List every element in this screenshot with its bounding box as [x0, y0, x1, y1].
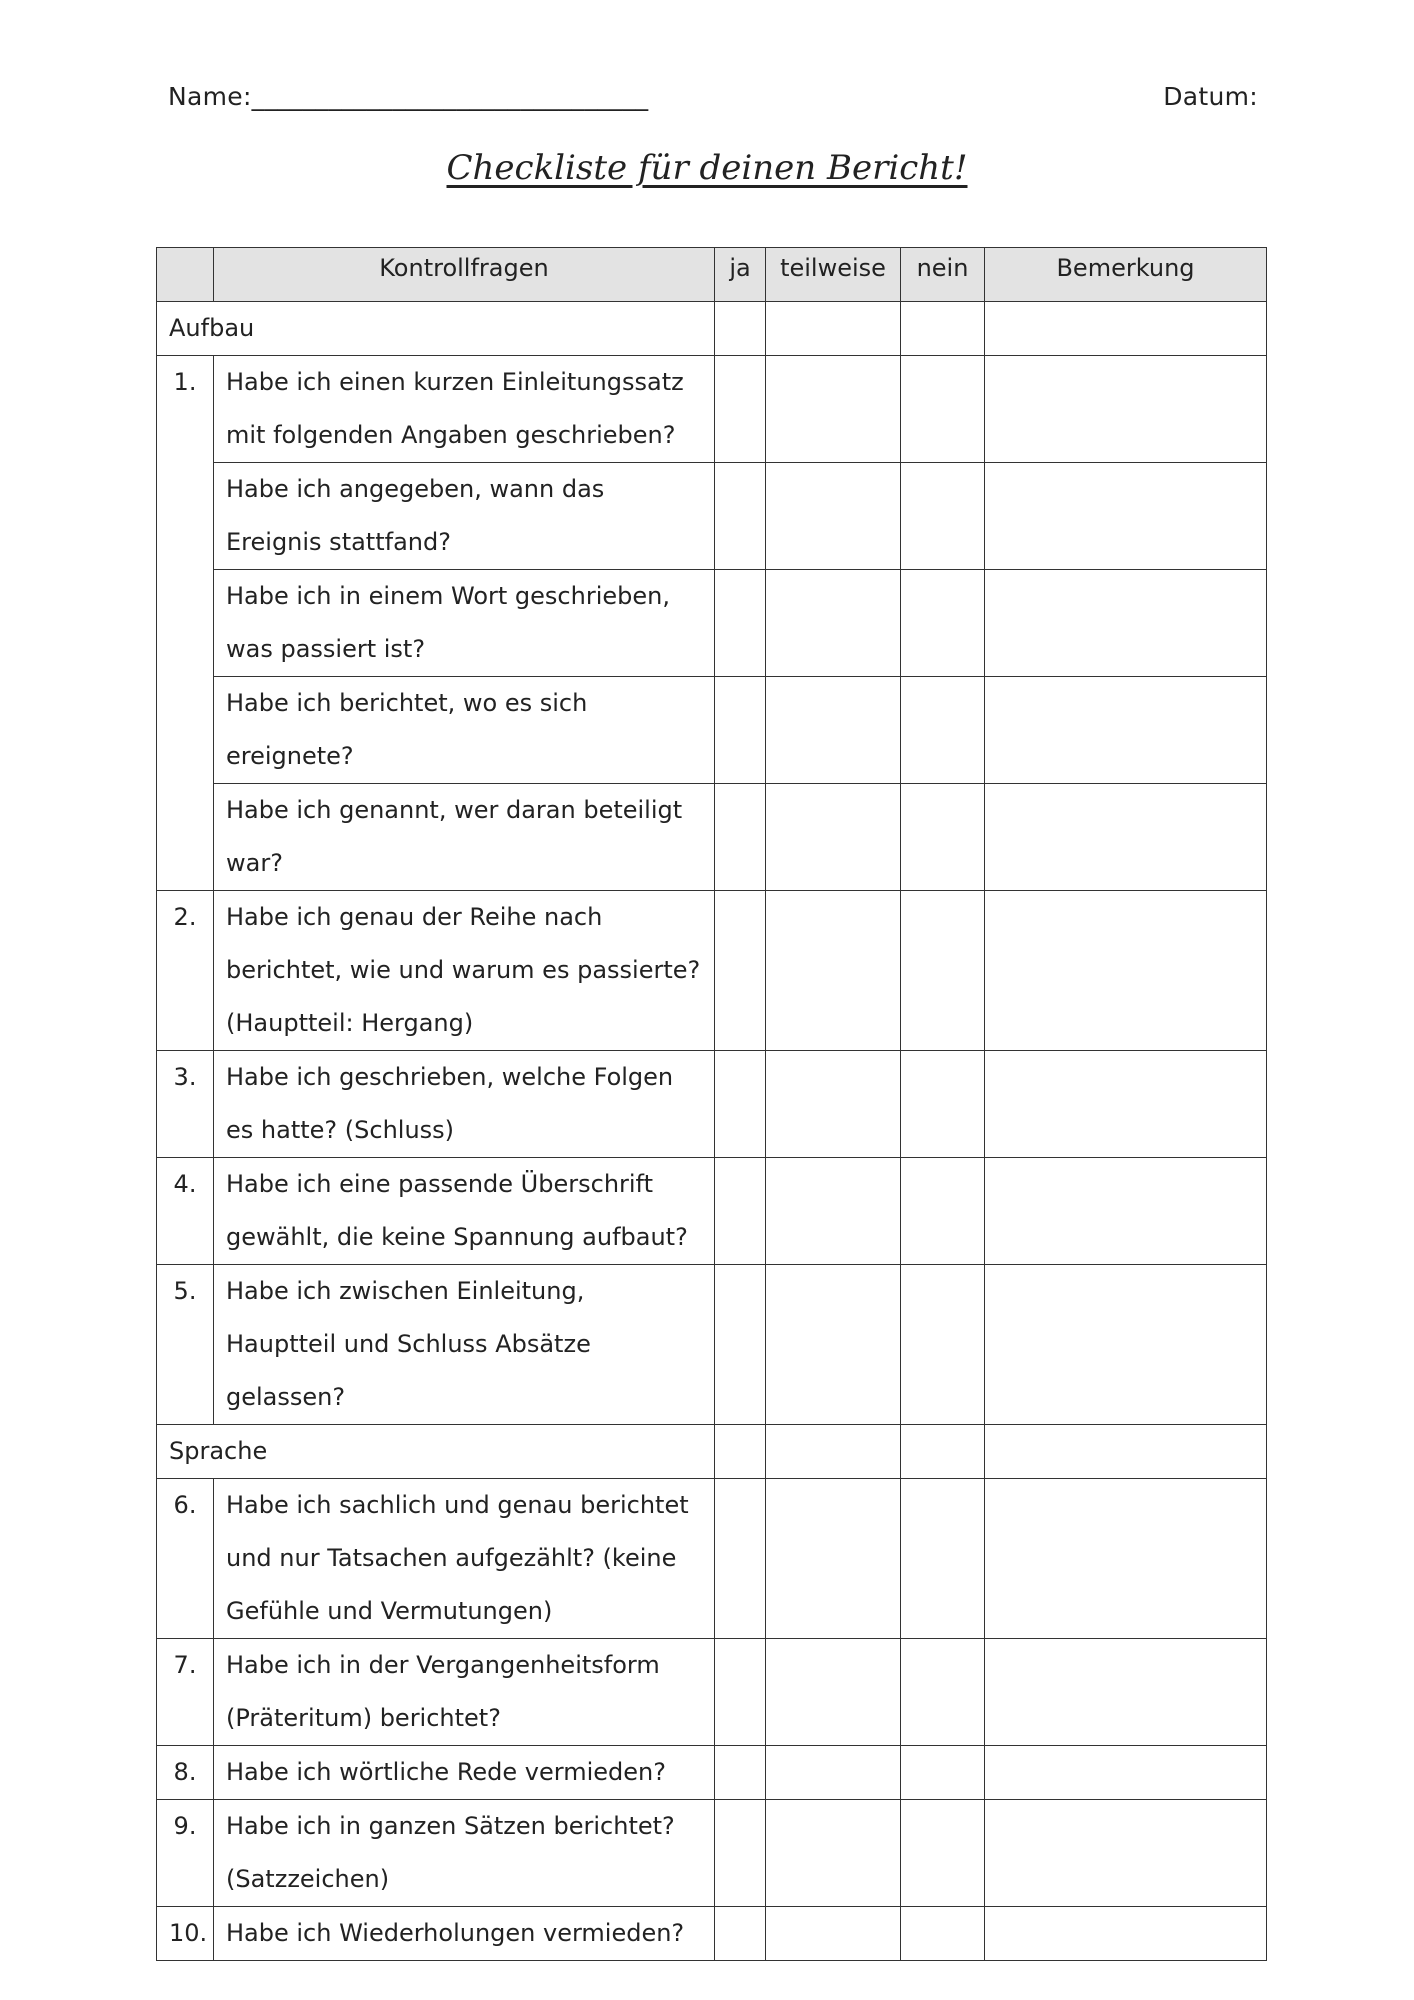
date-field-label: Datum:: [1163, 82, 1258, 111]
cell-yes[interactable]: [715, 570, 766, 677]
cell-no[interactable]: [901, 570, 985, 677]
cell-yes[interactable]: [715, 356, 766, 463]
cell-remark[interactable]: [985, 463, 1267, 570]
cell-no[interactable]: [901, 302, 985, 356]
cell-remark[interactable]: [985, 1907, 1267, 1961]
cell-partly[interactable]: [766, 784, 901, 891]
cell-yes[interactable]: [715, 891, 766, 1051]
cell-remark[interactable]: [985, 1746, 1267, 1800]
question-text: Habe ich zwischen Einleitung, Hauptteil und Schluss Absätze gelassen?: [214, 1265, 715, 1425]
cell-partly[interactable]: [766, 463, 901, 570]
cell-yes[interactable]: [715, 1479, 766, 1639]
cell-yes[interactable]: [715, 1639, 766, 1746]
cell-partly[interactable]: [766, 1800, 901, 1907]
table-row: [157, 1158, 1267, 1265]
section-label: Aufbau: [157, 302, 715, 356]
cell-no[interactable]: [901, 677, 985, 784]
column-header-partly: teilweise: [766, 248, 901, 302]
row-number: 4.: [157, 1158, 214, 1265]
section-label: Sprache: [157, 1425, 715, 1479]
row-number: 1.: [157, 356, 214, 891]
cell-remark[interactable]: [985, 570, 1267, 677]
cell-yes[interactable]: [715, 1051, 766, 1158]
question-text: Habe ich genannt, wer daran beteiligt war?: [214, 784, 715, 891]
checklist-table: [156, 247, 1267, 1961]
table-row: [157, 1051, 1267, 1158]
cell-remark[interactable]: [985, 1479, 1267, 1639]
table-row: [157, 570, 1267, 677]
table-row: [157, 677, 1267, 784]
column-header-yes: ja: [715, 248, 766, 302]
table-row: [157, 1265, 1267, 1425]
row-number: 5.: [157, 1265, 214, 1425]
table-body: [157, 302, 1267, 1961]
cell-partly[interactable]: [766, 1265, 901, 1425]
cell-partly[interactable]: [766, 1746, 901, 1800]
table-header-row: [157, 248, 1267, 302]
cell-no[interactable]: [901, 1639, 985, 1746]
cell-no[interactable]: [901, 784, 985, 891]
cell-no[interactable]: [901, 891, 985, 1051]
column-header-remark: Bemerkung: [985, 248, 1267, 302]
cell-yes[interactable]: [715, 677, 766, 784]
column-header-no: nein: [901, 248, 985, 302]
row-number: 8.: [157, 1746, 214, 1800]
cell-no[interactable]: [901, 1051, 985, 1158]
cell-remark[interactable]: [985, 1425, 1267, 1479]
section-row: [157, 1425, 1267, 1479]
cell-yes[interactable]: [715, 1158, 766, 1265]
cell-partly[interactable]: [766, 1639, 901, 1746]
cell-remark[interactable]: [985, 1800, 1267, 1907]
cell-partly[interactable]: [766, 302, 901, 356]
cell-yes[interactable]: [715, 1746, 766, 1800]
cell-remark[interactable]: [985, 677, 1267, 784]
cell-partly[interactable]: [766, 891, 901, 1051]
cell-yes[interactable]: [715, 1265, 766, 1425]
cell-remark[interactable]: [985, 1158, 1267, 1265]
question-text: Habe ich wörtliche Rede vermieden?: [214, 1746, 715, 1800]
row-number: 10.: [157, 1907, 214, 1961]
cell-yes[interactable]: [715, 784, 766, 891]
row-number: 3.: [157, 1051, 214, 1158]
table-row: [157, 356, 1267, 463]
cell-remark[interactable]: [985, 356, 1267, 463]
question-text: Habe ich in einem Wort geschrieben, was passiert ist?: [214, 570, 715, 677]
cell-remark[interactable]: [985, 891, 1267, 1051]
cell-partly[interactable]: [766, 570, 901, 677]
question-text: Habe ich geschrieben, welche Folgen es hatte? (Schluss): [214, 1051, 715, 1158]
question-text: Habe ich in der Vergangenheitsform (Präteritum) berichtet?: [214, 1639, 715, 1746]
name-field-label: Name:_______________________________: [168, 82, 649, 111]
row-number: 9.: [157, 1800, 214, 1907]
cell-no[interactable]: [901, 463, 985, 570]
cell-remark[interactable]: [985, 784, 1267, 891]
cell-remark[interactable]: [985, 302, 1267, 356]
table-row: [157, 463, 1267, 570]
cell-remark[interactable]: [985, 1051, 1267, 1158]
question-text: Habe ich in ganzen Sätzen berichtet? (Satzzeichen): [214, 1800, 715, 1907]
cell-partly[interactable]: [766, 1425, 901, 1479]
column-header-number: [157, 248, 214, 302]
cell-partly[interactable]: [766, 1051, 901, 1158]
cell-no[interactable]: [901, 1479, 985, 1639]
cell-no[interactable]: [901, 1265, 985, 1425]
question-text: Habe ich eine passende Überschrift gewählt, die keine Spannung aufbaut?: [214, 1158, 715, 1265]
cell-no[interactable]: [901, 1746, 985, 1800]
table-row: [157, 1639, 1267, 1746]
cell-yes[interactable]: [715, 1425, 766, 1479]
cell-yes[interactable]: [715, 302, 766, 356]
table-row: [157, 1800, 1267, 1907]
cell-partly[interactable]: [766, 677, 901, 784]
question-text: Habe ich angegeben, wann das Ereignis stattfand?: [214, 463, 715, 570]
question-text: Habe ich einen kurzen Einleitungssatz mit folgenden Angaben geschrieben?: [214, 356, 715, 463]
question-text: Habe ich Wiederholungen vermieden?: [214, 1907, 715, 1961]
cell-yes[interactable]: [715, 1907, 766, 1961]
cell-partly[interactable]: [766, 1158, 901, 1265]
cell-no[interactable]: [901, 1907, 985, 1961]
table-row: [157, 1479, 1267, 1639]
cell-remark[interactable]: [985, 1639, 1267, 1746]
table-row: [157, 1907, 1267, 1961]
column-header-questions: Kontrollfragen: [214, 248, 715, 302]
cell-no[interactable]: [901, 1800, 985, 1907]
cell-partly[interactable]: [766, 356, 901, 463]
question-text: Habe ich sachlich und genau berichtet und nur Tatsachen aufgezählt? (keine Gefühle und Vermutungen): [214, 1479, 715, 1639]
table-row: [157, 891, 1267, 1051]
section-row: [157, 302, 1267, 356]
row-number: 6.: [157, 1479, 214, 1639]
table-row: [157, 784, 1267, 891]
row-number: 2.: [157, 891, 214, 1051]
question-text: Habe ich berichtet, wo es sich ereignete?: [214, 677, 715, 784]
cell-remark[interactable]: [985, 1265, 1267, 1425]
row-number: 7.: [157, 1639, 214, 1746]
cell-no[interactable]: [901, 1158, 985, 1265]
cell-partly[interactable]: [766, 1907, 901, 1961]
cell-yes[interactable]: [715, 463, 766, 570]
cell-no[interactable]: [901, 356, 985, 463]
cell-yes[interactable]: [715, 1800, 766, 1907]
cell-partly[interactable]: [766, 1479, 901, 1639]
table-row: [157, 1746, 1267, 1800]
cell-no[interactable]: [901, 1425, 985, 1479]
question-text: Habe ich genau der Reihe nach berichtet, wie und warum es passierte? (Hauptteil: Hergang): [214, 891, 715, 1051]
page-title: Checkliste für deinen Bericht!: [446, 148, 968, 188]
